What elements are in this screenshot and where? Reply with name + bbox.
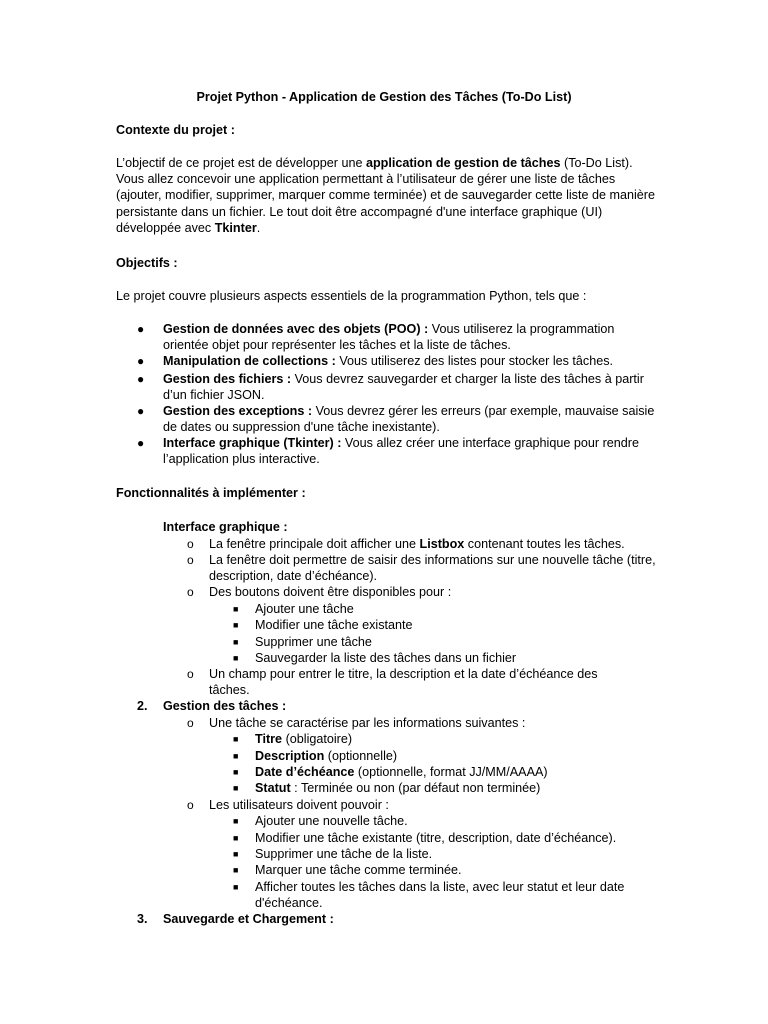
objective-label: Interface graphique (Tkinter) : [163,436,342,450]
circle-bullet-icon: o [187,537,194,551]
attr-label: Titre [255,732,283,746]
context-text-3: . [256,220,261,235]
task-action: Modifier une tâche existante (titre, description, date d’échéance). [255,831,617,845]
circle-bullet-icon: o [187,585,194,599]
gui-button-item: Supprimer une tâche [255,635,372,649]
tasks-line: Une tâche se caractérise par les informations suivantes : [209,716,526,730]
objective-text: Vous devrez sauvegarder et charger la liste des tâches à partir d’un fichier JSON. [163,372,644,403]
objective-label: Gestion des fichiers : [163,372,292,386]
bullet-icon: ● [137,372,145,386]
circle-bullet-icon: o [187,553,194,567]
bullet-icon: ● [137,436,145,450]
square-bullet-icon: ■ [233,882,239,892]
square-bullet-icon: ■ [233,849,239,859]
square-bullet-icon: ■ [233,833,239,843]
tasks-heading: Gestion des tâches : [163,699,287,713]
attr-text: : Terminée ou non (par défaut non terminée) [290,781,541,795]
objective-item [163,371,658,403]
gui-text: La fenêtre principale doit afficher une [209,537,420,551]
gui-line: Un champ pour entrer le titre, la description et la date d’échéance des tâches. [209,667,598,698]
square-bullet-icon: ■ [233,783,239,793]
attr-label: Date d’échéance [255,765,355,779]
objectives-intro: Le projet couvre plusieurs aspects essentiels de la programmation Python, tels que : [116,289,587,303]
circle-bullet-icon: o [187,716,194,730]
objective-item [163,353,658,369]
tasks-line: Les utilisateurs doivent pouvoir : [209,798,389,812]
context-paragraph [116,155,656,236]
bullet-icon: ● [137,322,145,336]
task-action: Afficher toutes les tâches dans la liste, avec leur statut et leur date d'échéance. [255,880,625,911]
objective-text: Vous utiliserez la programmation orientée objet pour représenter les tâches et la liste de tâches. [163,322,615,353]
attr-label: Description [255,749,325,763]
objective-label: Gestion des exceptions : [163,404,313,418]
context-text-2: (To-Do List). Vous allez concevoir une application permettant à l’utilisateur de gérer une liste de tâches (ajouter, modifier, supprimer, marquer comme terminée) et de sauvegarder cette liste de manière persistante dans un fichier. Le tout doit être accompagné d'une interface graphique (UI) développée avec [116,156,655,235]
gui-bold-listbox: Listbox [419,537,465,551]
square-bullet-icon: ■ [233,620,239,630]
task-action: Marquer une tâche comme terminée. [255,863,462,877]
square-bullet-icon: ■ [233,637,239,647]
task-attribute [255,764,655,780]
gui-line: Des boutons doivent être disponibles pour : [209,585,452,599]
objective-item [163,321,658,353]
context-bold-app: application de gestion de tâches [365,156,561,170]
doc-title: Projet Python - Application de Gestion des Tâches (To-Do List) [196,90,572,104]
square-bullet-icon: ■ [233,767,239,777]
task-action: Ajouter une nouvelle tâche. [255,814,408,828]
objective-text: Vous devrez gérer les erreurs (par exemple, mauvaise saisie de dates ou suppression d'une tâche inexistante). [163,404,655,435]
objective-text: Vous allez créer une interface graphique pour rendre l’application plus interactive. [163,436,639,467]
attr-text: (optionnelle, format JJ/MM/AAAA) [354,765,548,779]
list-number: 2. [137,699,148,713]
bullet-icon: ● [137,404,145,418]
attr-label: Statut [255,781,291,795]
gui-button-item: Modifier une tâche existante [255,618,413,632]
context-heading: Contexte du projet : [116,123,235,137]
gui-heading: Interface graphique : [163,520,288,534]
context-text-1: L’objectif de ce projet est de développer une [116,156,366,170]
objectives-heading: Objectifs : [116,256,178,270]
save-heading: Sauvegarde et Chargement : [163,912,334,926]
circle-bullet-icon: o [187,798,194,812]
features-heading: Fonctionnalités à implémenter : [116,486,306,500]
list-number: 3. [137,912,148,926]
task-attribute [255,780,655,796]
gui-line [209,536,649,552]
bullet-icon: ● [137,354,145,368]
attr-text: (optionnelle) [324,749,398,763]
square-bullet-icon: ■ [233,865,239,875]
objective-item [163,403,658,435]
task-attribute [255,731,655,747]
gui-text: contenant toutes les tâches. [464,537,625,551]
square-bullet-icon: ■ [233,751,239,761]
circle-bullet-icon: o [187,667,194,681]
gui-line: La fenêtre doit permettre de saisir des informations sur une nouvelle tâche (titre, description, date d’échéance). [209,553,656,584]
task-attribute [255,748,655,764]
square-bullet-icon: ■ [233,816,239,826]
gui-button-item: Sauvegarder la liste des tâches dans un fichier [255,651,517,665]
objective-text: Vous utiliserez des listes pour stocker les tâches. [335,354,614,368]
gui-button-item: Ajouter une tâche [255,602,354,616]
objective-item [163,435,658,467]
square-bullet-icon: ■ [233,653,239,663]
attr-text: (obligatoire) [282,732,353,746]
objective-label: Gestion de données avec des objets (POO) : [163,322,429,336]
objective-label: Manipulation de collections : [163,354,336,368]
square-bullet-icon: ■ [233,604,239,614]
task-action: Supprimer une tâche de la liste. [255,847,433,861]
context-bold-tkinter: Tkinter [214,220,257,235]
square-bullet-icon: ■ [233,734,239,744]
